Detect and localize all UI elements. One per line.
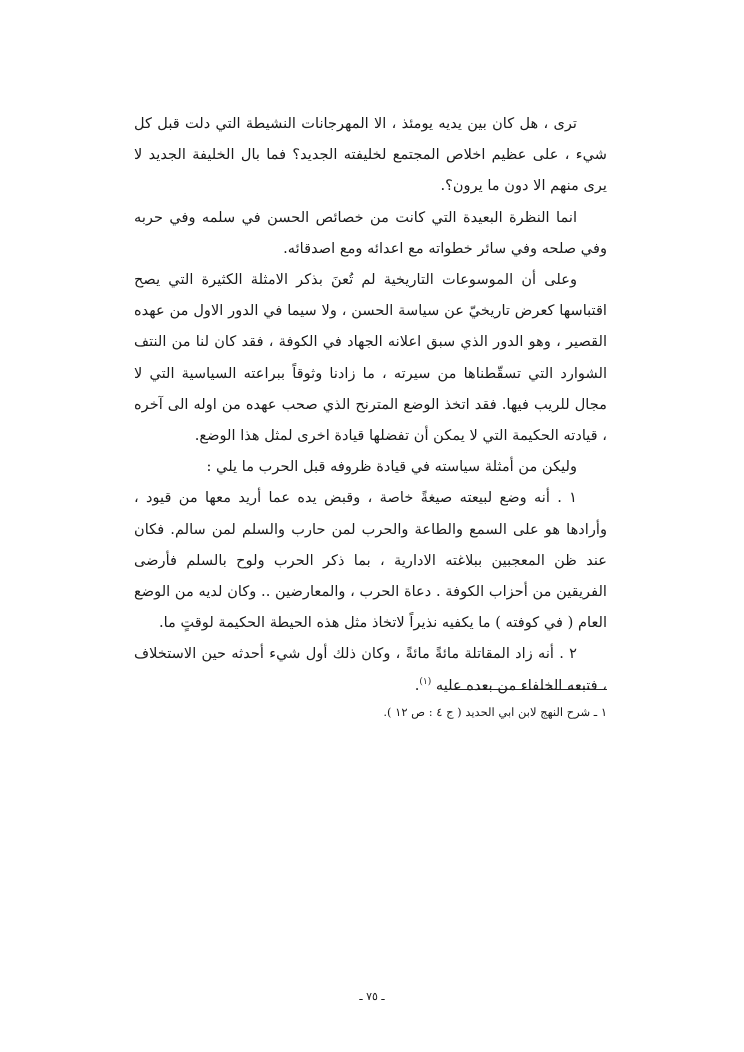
paragraph-3: وعلى أن الموسوعات التاريخية لم تُعنَ بذكر الامثلة الكثيرة التي يصح اقتباسها كعرض تاريخيّ عن سياسة الحسن ، ولا سيما في الدور الاول من عهده القصير ، وهو الدور الذي سبق اعلانه الجهاد في الكوفة ، فقد كان لنا من النتف الشوارد التي تسقّطناها من سيرته ، ما زادنا وثوقاً ببراعته السياسية التي لا مجال للريب فيها. فقد اتخذ الوضع المترنح الذي صحب عهده من اوله الى آخره ، قيادته الحكيمة التي لا يمكن أن تفضلها قيادة اخرى لمثل هذا الوضع.: [134, 271, 607, 445]
paragraph-5: ١ . أنه وضع لبيعته صيغةً خاصة ، وقبض يده عما أريد معها من قيود ، وأرادها هو على السمع والطاعة والحرب لمن حارب والسلم لمن سالم. فكان عند ظن المعجبين ببلاغته الادارية ، بما ذكر الحرب ولوح بالسلم فأرضى الفريقين من أحزاب الكوفة . دعاة الحرب ، والمعارضين .. وكان لديه من الوضع العام ( في كوفته ) ما يكفيه نذيراً لاتخاذ مثل هذه الحيطة الحكيمة لوقتٍ ما.: [134, 489, 607, 632]
page-number: ـ ٧٥ ـ: [359, 990, 385, 1003]
paragraph-6: ٢ . أنه زاد المقاتلة مائةً مائةً ، وكان ذلك أول شيء أحدثه حين الاستخلاف ، فتبعه الخلفاء من بعده عليه $^{(١)}$.: [134, 645, 607, 694]
footnote-reference[interactable]: (١): [419, 676, 432, 687]
paragraph-1: ترى ، هل كان بين يديه يومئذ ، الا المهرجانات النشيطة التي دلت قبل كل شيء ، على عظيم اخلاص المجتمع لخليفته الجديد؟ فما بال الخليفة الجديد لا يرى منهم الا دون ما يرون؟.: [134, 115, 607, 195]
paragraph-6-text: ٢ . أنه زاد المقاتلة مائةً مائةً ، وكان ذلك أول شيء أحدثه حين الاستخلاف ، فتبعه الخلفاء من بعده عليه: [134, 645, 607, 694]
footnote: ١ ـ شرح النهج لابن ابي الحديد ( ج ٤ : ص ١٢ ).: [383, 705, 607, 719]
paragraph-2: انما النظرة البعيدة التي كانت من خصائص الحسن في سلمه وفي حربه وفي صلحه وفي سائر خطواته مع اعدائه ومع اصدقائه.: [134, 208, 607, 257]
paragraph-4: وليكن من أمثلة سياسته في قيادة ظروفه قبل الحرب ما يلي :: [206, 458, 577, 476]
footnote-separator: [453, 689, 607, 690]
main-text: [134, 108, 607, 701]
